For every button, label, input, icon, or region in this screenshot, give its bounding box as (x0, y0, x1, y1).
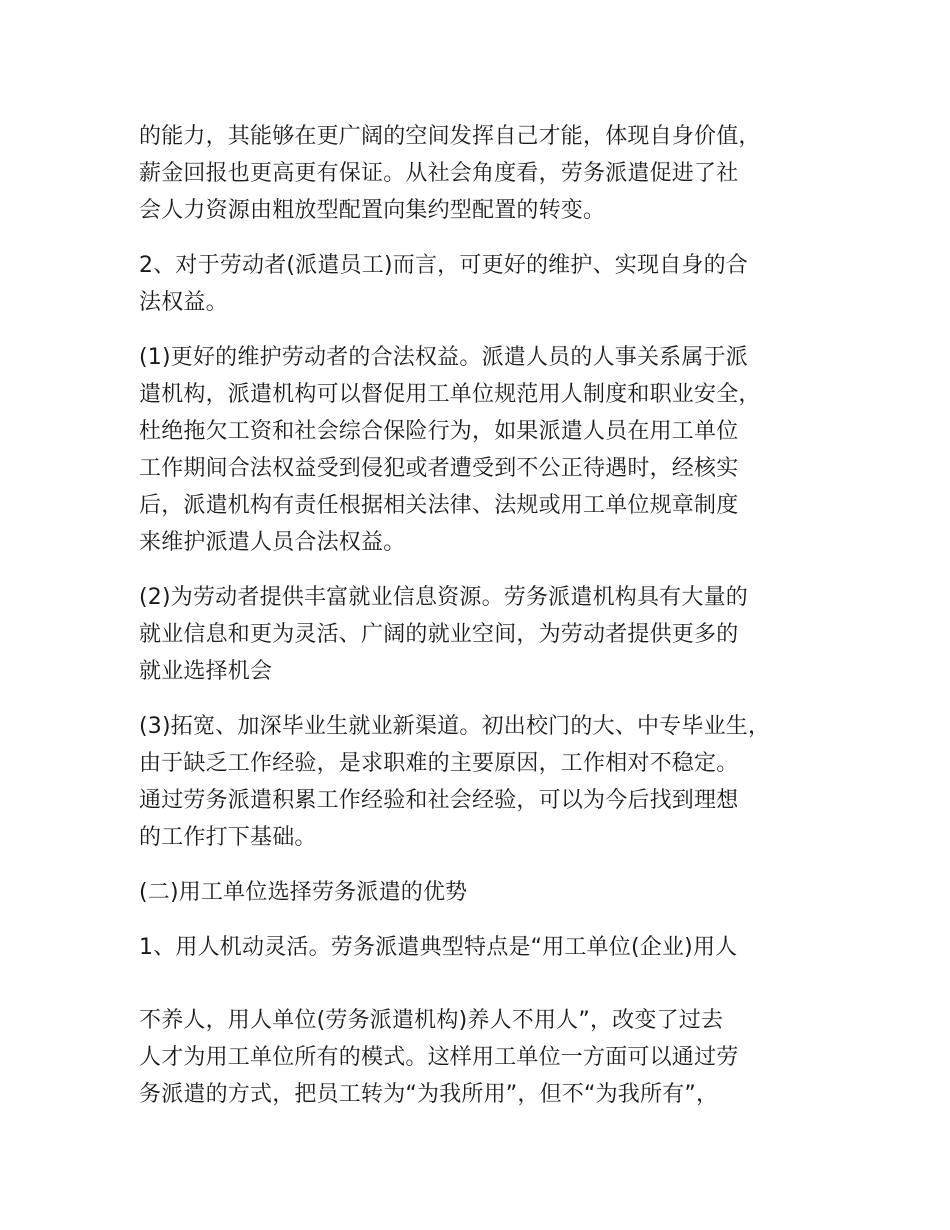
text-line: 的能力，其能够在更广阔的空间发挥自己才能，体现自身价值， (139, 124, 761, 149)
paragraph-subpoint-2 (139, 579, 839, 690)
text-line: 杜绝拖欠工资和社会综合保险行为，如果派遣人员在用工单位 (139, 419, 739, 444)
text-line: 的工作打下基础。 (139, 825, 317, 850)
paragraph-spacer (139, 229, 839, 247)
paragraph-point-1 (139, 929, 839, 966)
text-line: 由于缺乏工作经验，是求职难的主要原因，工作相对不稳定。 (139, 751, 739, 776)
text-line: (1)更好的维护劳动者的合法权益。派遣人员的人事关系属于派 (139, 345, 748, 370)
paragraph-point-1-continuation (139, 1002, 839, 1113)
text-line: 人才为用工单位所有的模式。这样用工单位一方面可以通过劳 (139, 1045, 739, 1070)
text-line: 务派遣的方式，把员工转为“为我所用”，但不“为我所有”， (139, 1082, 719, 1107)
paragraph-spacer (139, 561, 839, 579)
paragraph-point-2 (139, 247, 839, 321)
paragraph-spacer (139, 856, 839, 874)
paragraph-intro-continuation (139, 118, 839, 229)
text-line: (二)用工单位选择劳务派遣的优势 (139, 880, 468, 905)
text-line: (2)为劳动者提供丰富就业信息资源。劳务派遣机构具有大量的 (139, 585, 748, 610)
paragraph-spacer (139, 966, 839, 1002)
paragraph-spacer (139, 911, 839, 929)
paragraph-subpoint-1 (139, 339, 839, 561)
text-line: 遣机构，派遣机构可以督促用工单位规范用人制度和职业安全， (139, 382, 761, 407)
text-line: 1、用人机动灵活。劳务派遣典型特点是“用工单位(企业)用人 (139, 935, 738, 960)
paragraph-spacer (139, 321, 839, 339)
paragraph-subpoint-3 (139, 708, 839, 856)
text-line: 会人力资源由粗放型配置向集约型配置的转变。 (139, 198, 606, 223)
text-line: (3)拓宽、加深毕业生就业新渠道。初出校门的大、中专毕业生， (139, 714, 771, 739)
text-line: 通过劳务派遣积累工作经验和社会经验，可以为今后找到理想 (139, 788, 739, 813)
text-line: 后，派遣机构有责任根据相关法律、法规或用工单位规章制度 (139, 493, 739, 518)
text-line: 就业选择机会 (139, 659, 273, 684)
text-line: 薪金回报也更高更有保证。从社会角度看，劳务派遣促进了社 (139, 161, 739, 186)
section-heading (139, 874, 839, 911)
text-line: 来维护派遣人员合法权益。 (139, 530, 406, 555)
text-line: 法权益。 (139, 290, 228, 315)
text-line: 就业信息和更为灵活、广阔的就业空间，为劳动者提供更多的 (139, 622, 739, 647)
text-line: 工作期间合法权益受到侵犯或者遭受到不公正待遇时，经核实 (139, 456, 739, 481)
document-body (139, 118, 839, 1113)
text-line: 不养人，用人单位(劳务派遣机构)养人不用人”，改变了过去 (139, 1008, 724, 1033)
paragraph-spacer (139, 690, 839, 708)
text-line: 2、对于劳动者(派遣员工)而言，可更好的维护、实现自身的合 (139, 253, 748, 278)
